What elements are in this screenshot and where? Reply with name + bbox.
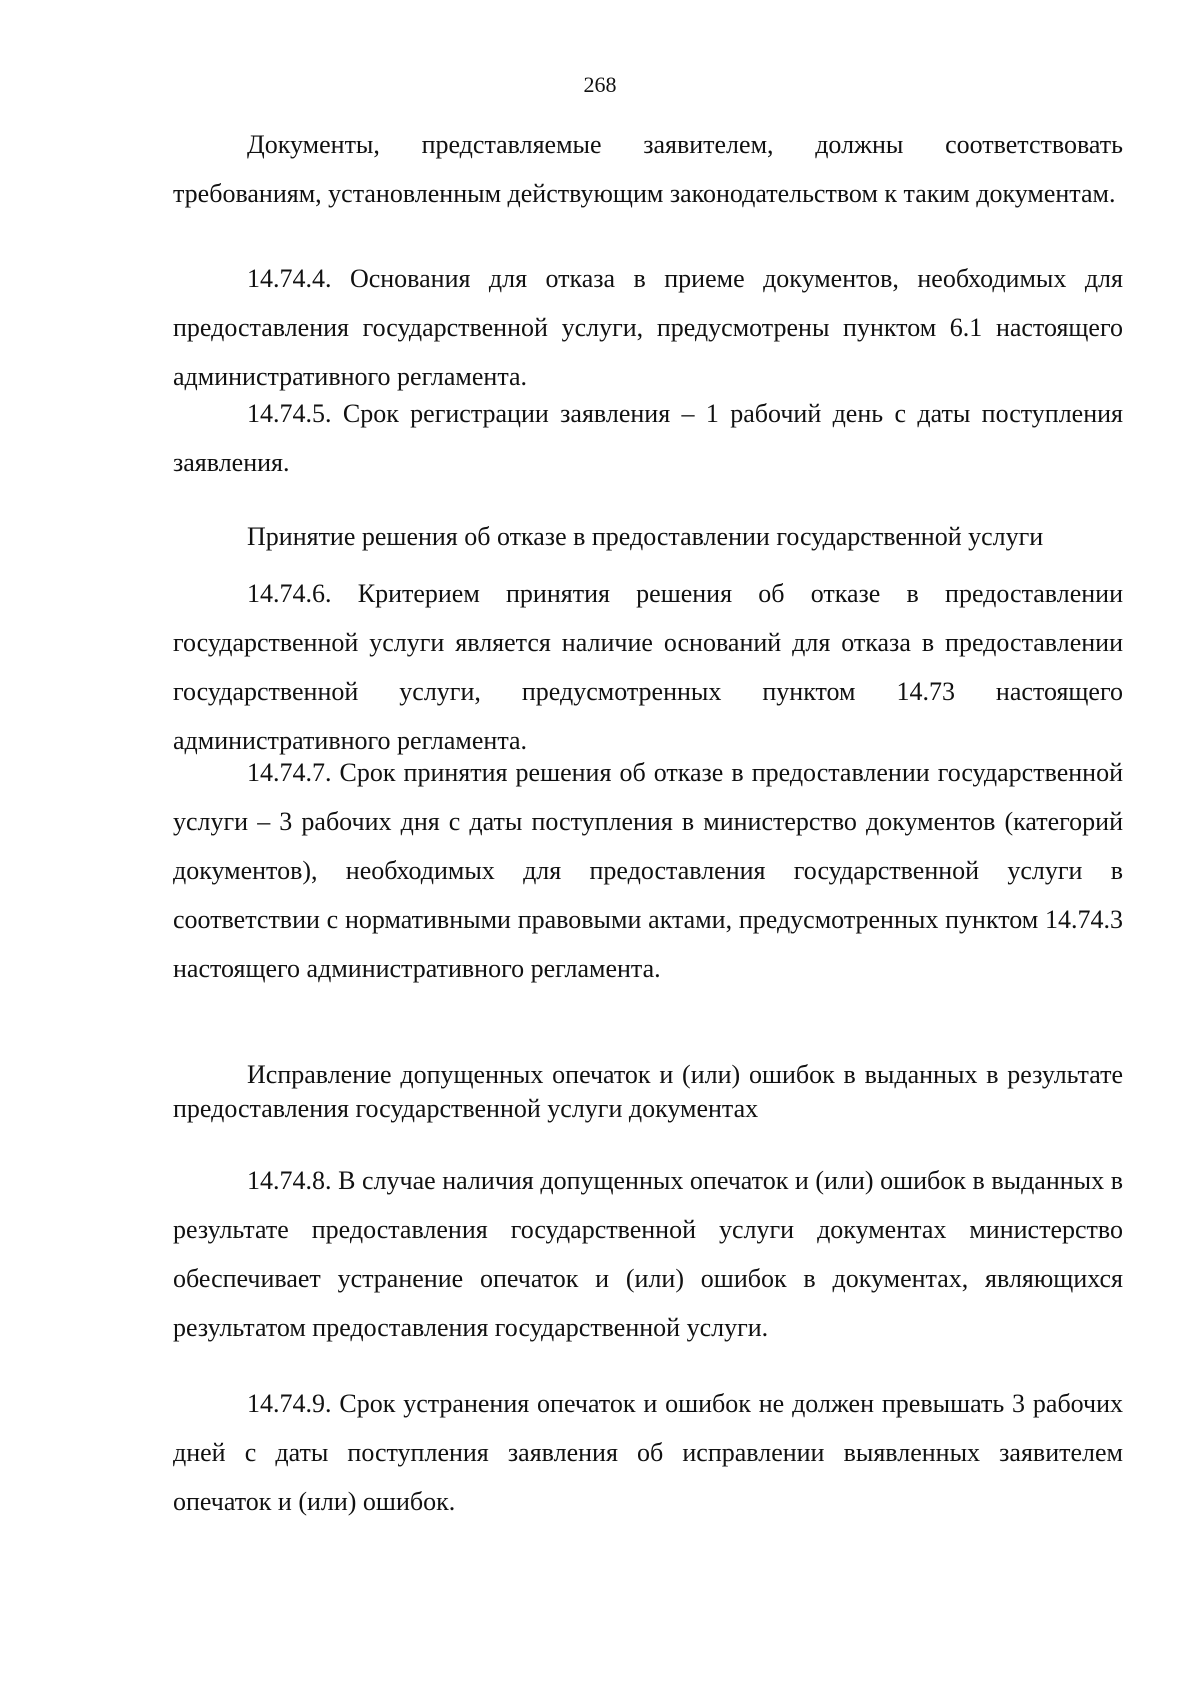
- page-number: 268: [583, 72, 617, 97]
- paragraph-14-74-9: 14.74.9. Срок устранения опечаток и ошибок не должен превышать 3 рабочих дней с даты поступления заявления об исправлении выявленных заявителем опечаток и (или) ошибок.: [173, 1389, 1123, 1516]
- paragraph-14-74-5: 14.74.5. Срок регистрации заявления – 1 рабочий день с даты поступления заявления.: [173, 399, 1123, 477]
- paragraph-14-74-8: 14.74.8. В случае наличия допущенных опечаток и (или) ошибок в выданных в результате предоставления государственной услуги документах министерство обеспечивает устранение опечаток и (или) ошибок в документах, являющихся результатом предоставления государственной услуги.: [173, 1166, 1123, 1342]
- section-heading-refusal: Принятие решения об отказе в предоставлении государственной услуги: [247, 522, 1044, 551]
- paragraph-14-74-4: 14.74.4. Основания для отказа в приеме документов, необходимых для предоставления государственной услуги, предусмотрены пунктом 6.1 настоящего административного регламента.: [173, 264, 1123, 391]
- paragraph-14-74-7: 14.74.7. Срок принятия решения об отказе в предоставлении государственной услуги – 3 рабочих дня с даты поступления в министерство документов (категорий документов), необходимых для предоставления государственной услуги в соответствии с нормативными правовыми актами, предусмотренных пунктом 14.74.3 настоящего административного регламента.: [173, 758, 1123, 983]
- paragraph-documents-requirements: Документы, представляемые заявителем, должны соответствовать требованиям, установленным действующим законодательством к таким документам.: [173, 130, 1123, 208]
- section-heading-corrections: Исправление допущенных опечаток и (или) ошибок в выданных в результате предоставления государственной услуги документах: [173, 1060, 1123, 1123]
- paragraph-14-74-6: 14.74.6. Критерием принятия решения об отказе в предоставлении государственной услуги является наличие оснований для отказа в предоставлении государственной услуги, предусмотренных пунктом 14.73 настоящего административного регламента.: [173, 579, 1123, 755]
